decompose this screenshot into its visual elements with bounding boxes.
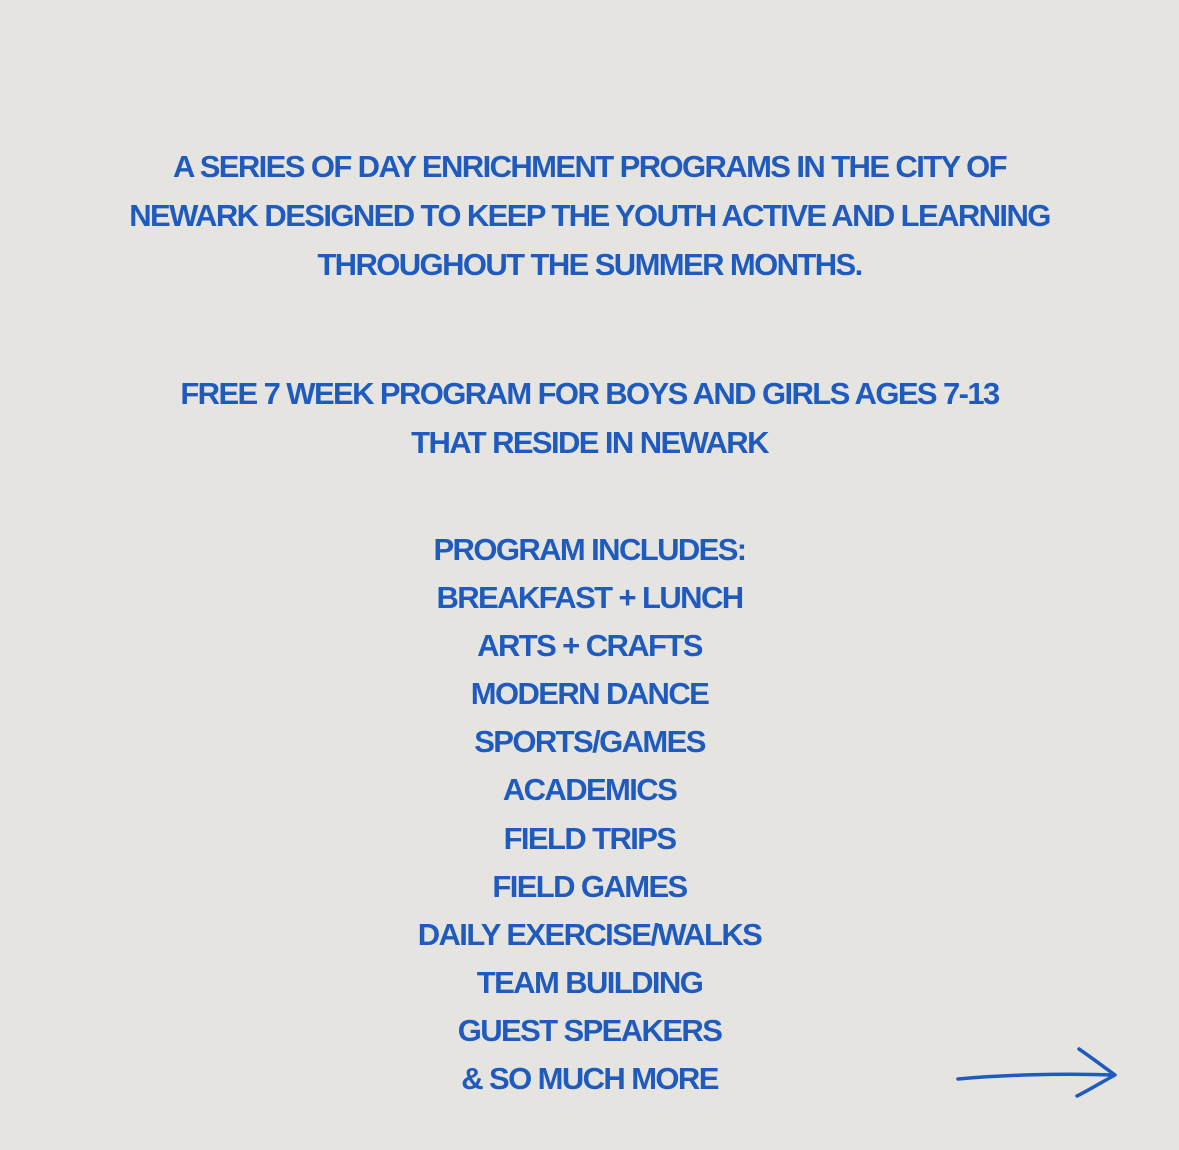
list-item: FIELD GAMES xyxy=(492,868,687,904)
list-item: DAILY EXERCISE/WALKS xyxy=(417,916,762,952)
list-item: SPORTS/GAMES xyxy=(474,724,705,760)
intro-line: A SERIES OF DAY ENRICHMENT PROGRAMS IN THE CITY OF xyxy=(173,149,1006,184)
list-item: TEAM BUILDING xyxy=(476,964,703,1000)
list-item: ACADEMICS xyxy=(502,772,677,808)
list-item: & SO MUCH MORE xyxy=(461,1061,718,1097)
includes-heading: PROGRAM INCLUDES: xyxy=(433,532,746,567)
list-item: ARTS + CRAFTS xyxy=(477,628,702,664)
eligibility-paragraph xyxy=(0,369,1179,467)
list-item: FIELD TRIPS xyxy=(503,820,676,856)
program-includes-list xyxy=(0,526,1179,1103)
list-item: BREAKFAST + LUNCH xyxy=(436,580,743,616)
intro-line: NEWARK DESIGNED TO KEEP THE YOUTH ACTIVE AND LEARNING xyxy=(129,198,1050,233)
intro-line: THROUGHOUT THE SUMMER MONTHS. xyxy=(317,247,862,282)
list-item: MODERN DANCE xyxy=(470,676,709,712)
eligibility-line: FREE 7 WEEK PROGRAM FOR BOYS AND GIRLS AGES 7-13 xyxy=(180,376,999,411)
intro-paragraph xyxy=(0,142,1179,289)
list-item: GUEST SPEAKERS xyxy=(457,1012,722,1048)
arrow-right-icon[interactable] xyxy=(952,1042,1124,1102)
eligibility-line: THAT RESIDE IN NEWARK xyxy=(411,425,768,460)
